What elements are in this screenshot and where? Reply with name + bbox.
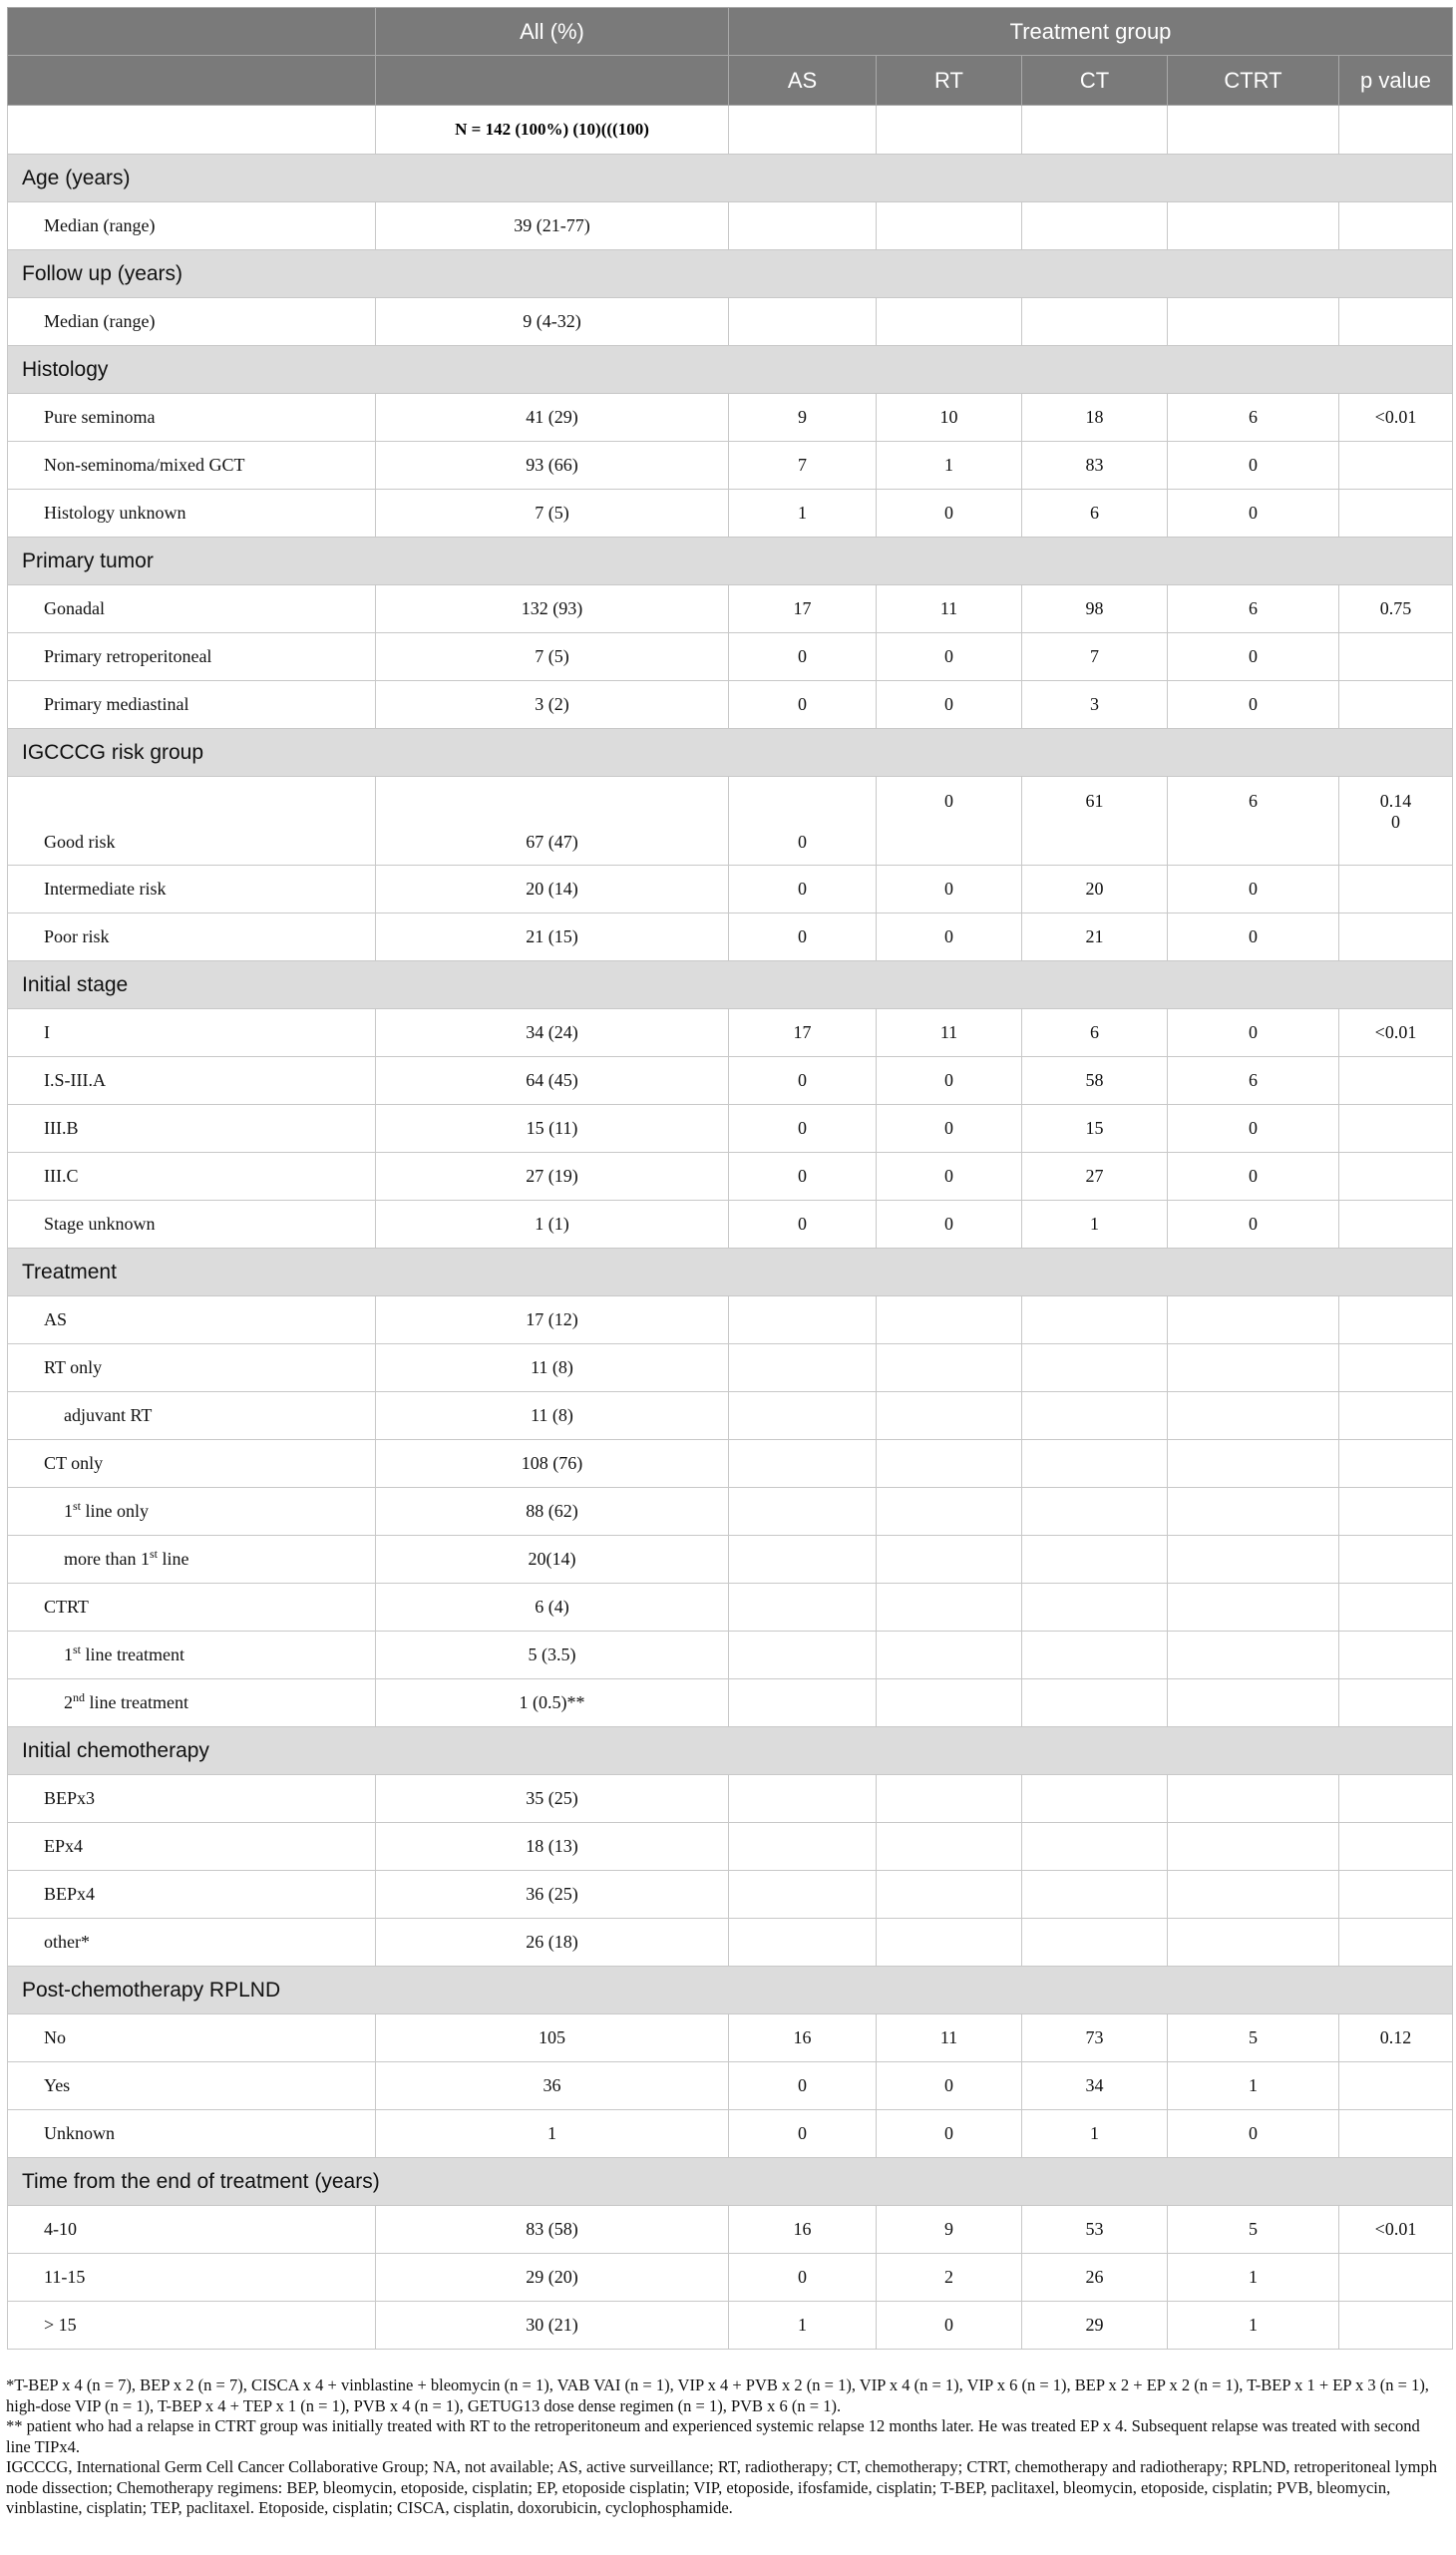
cell-p bbox=[1339, 1105, 1453, 1153]
row-label: No bbox=[8, 2014, 376, 2062]
table-row bbox=[8, 2110, 1453, 2158]
cell-all: 18 (13) bbox=[376, 1823, 729, 1871]
p-value-line-1: 0.14 bbox=[1379, 791, 1412, 811]
cell-all: 29 (20) bbox=[376, 2254, 729, 2302]
row-label: Intermediate risk bbox=[8, 866, 376, 913]
header-blank-3 bbox=[376, 56, 729, 106]
row-label: Unknown bbox=[8, 2110, 376, 2158]
cell-ctrt: 0 bbox=[1168, 490, 1339, 538]
cell-ct: 83 bbox=[1022, 442, 1168, 490]
footnote-abbreviations: IGCCCG, International Germ Cell Cancer Collaborative Group; NA, not available; AS, active surveillance; RT, radiotherapy; CT, chemotherapy; CTRT, chemotherapy and radiotherapy; RPLND, retroperitoneal lymph node dissection; Chemotherapy regimens: BEP, bleomycin, etoposide, cisplatin; EP, etoposide cisplatin; VIP, etoposide, ifosfamide, cisplatin; T-BEP, paclitaxel, bleomycin, etoposide, cisplatin; PVB, bleomycin, vinblastine, cisplatin; TEP, paclitaxel. Etoposide, cisplatin; CISCA, cisplatin, doxorubicin, cyclophosphamide. bbox=[6, 2457, 1437, 2517]
table-row bbox=[8, 777, 1453, 866]
cell-ctrt bbox=[1168, 202, 1339, 250]
cell-as: 9 bbox=[729, 394, 877, 442]
cell-all: 5 (3.5) bbox=[376, 1632, 729, 1679]
row-label: Histology unknown bbox=[8, 490, 376, 538]
cell-all: 67 (47) bbox=[376, 777, 729, 866]
cell-as: 0 bbox=[729, 633, 877, 681]
cell-all: 7 (5) bbox=[376, 633, 729, 681]
row-label: I.S-III.A bbox=[8, 1057, 376, 1105]
table-row bbox=[8, 2014, 1453, 2062]
cell-rt: 0 bbox=[877, 2062, 1022, 2110]
table-row bbox=[8, 394, 1453, 442]
cell-ctrt: 0 bbox=[1168, 681, 1339, 729]
row-label: adjuvant RT bbox=[8, 1392, 376, 1440]
row-label: 1st line treatment bbox=[8, 1632, 376, 1679]
table-row bbox=[8, 1392, 1453, 1440]
header-blank-2 bbox=[8, 56, 376, 106]
table-row bbox=[8, 1105, 1453, 1153]
cell-ctrt: 0 bbox=[1168, 2110, 1339, 2158]
section-initial-stage bbox=[8, 961, 1453, 1009]
row-label: Stage unknown bbox=[8, 1201, 376, 1249]
section-title: Histology bbox=[8, 346, 1453, 394]
row-label: 2nd line treatment bbox=[8, 1679, 376, 1727]
cell-ct: 3 bbox=[1022, 681, 1168, 729]
cell-as: 1 bbox=[729, 2302, 877, 2350]
header-treatment-group: Treatment group bbox=[729, 8, 1453, 56]
row-label: Yes bbox=[8, 2062, 376, 2110]
cell-p bbox=[1339, 633, 1453, 681]
section-treatment bbox=[8, 1249, 1453, 1296]
cell-ct: 58 bbox=[1022, 1057, 1168, 1105]
n-total: N = 142 (100%) (10)(((100) bbox=[376, 106, 729, 155]
row-label: Poor risk bbox=[8, 913, 376, 961]
row-label: I bbox=[8, 1009, 376, 1057]
cell-p bbox=[1339, 2302, 1453, 2350]
cell-as: 17 bbox=[729, 585, 877, 633]
row-label: 4-10 bbox=[8, 2206, 376, 2254]
cell-all: 88 (62) bbox=[376, 1488, 729, 1536]
cell-p bbox=[1339, 298, 1453, 346]
cell-p: <0.01 bbox=[1339, 2206, 1453, 2254]
cell-ctrt: 0 bbox=[1168, 1105, 1339, 1153]
cell-ct: 29 bbox=[1022, 2302, 1168, 2350]
cell-all: 64 (45) bbox=[376, 1057, 729, 1105]
section-primary-tumor bbox=[8, 538, 1453, 585]
cell-rt: 11 bbox=[877, 1009, 1022, 1057]
cell-as: 0 bbox=[729, 777, 877, 866]
cell-all: 20(14) bbox=[376, 1536, 729, 1584]
cell-rt: 2 bbox=[877, 2254, 1022, 2302]
cell-rt: 0 bbox=[877, 1105, 1022, 1153]
cell-rt: 11 bbox=[877, 2014, 1022, 2062]
row-label: more than 1st line bbox=[8, 1536, 376, 1584]
cell-all: 26 (18) bbox=[376, 1919, 729, 1967]
table-row bbox=[8, 585, 1453, 633]
table-row bbox=[8, 1344, 1453, 1392]
cell-rt: 10 bbox=[877, 394, 1022, 442]
table-row bbox=[8, 1632, 1453, 1679]
section-title: Primary tumor bbox=[8, 538, 1453, 585]
cell-as: 0 bbox=[729, 913, 877, 961]
header-ct: CT bbox=[1022, 56, 1168, 106]
row-label: > 15 bbox=[8, 2302, 376, 2350]
cell-all: 7 (5) bbox=[376, 490, 729, 538]
cell-rt: 0 bbox=[877, 1057, 1022, 1105]
cell-rt: 1 bbox=[877, 442, 1022, 490]
cell-ctrt: 0 bbox=[1168, 866, 1339, 913]
section-title: Initial stage bbox=[8, 961, 1453, 1009]
table-row bbox=[8, 2206, 1453, 2254]
table-row bbox=[8, 490, 1453, 538]
cell-ctrt: 6 bbox=[1168, 394, 1339, 442]
cell-ctrt bbox=[1168, 298, 1339, 346]
row-label: Primary retroperitoneal bbox=[8, 633, 376, 681]
cell-ct: 1 bbox=[1022, 2110, 1168, 2158]
cell-all: 39 (21-77) bbox=[376, 202, 729, 250]
cell-rt: 0 bbox=[877, 681, 1022, 729]
table-row bbox=[8, 1775, 1453, 1823]
cell-as: 17 bbox=[729, 1009, 877, 1057]
cell-ct: 61 bbox=[1022, 777, 1168, 866]
row-label: BEPx4 bbox=[8, 1871, 376, 1919]
characteristics-table bbox=[7, 7, 1453, 2350]
cell-all: 1 (0.5)** bbox=[376, 1679, 729, 1727]
row-label: 11-15 bbox=[8, 2254, 376, 2302]
cell-p: <0.01 bbox=[1339, 1009, 1453, 1057]
cell-ctrt: 0 bbox=[1168, 1201, 1339, 1249]
table-row bbox=[8, 681, 1453, 729]
cell-rt: 9 bbox=[877, 2206, 1022, 2254]
table-row bbox=[8, 633, 1453, 681]
cell-as: 0 bbox=[729, 1153, 877, 1201]
section-followup bbox=[8, 250, 1453, 298]
section-title: Initial chemotherapy bbox=[8, 1727, 1453, 1775]
section-title: Post-chemotherapy RPLND bbox=[8, 1967, 1453, 2014]
cell-all: 30 (21) bbox=[376, 2302, 729, 2350]
cell-ctrt: 1 bbox=[1168, 2062, 1339, 2110]
table-row bbox=[8, 1440, 1453, 1488]
cell-ctrt: 5 bbox=[1168, 2206, 1339, 2254]
cell-all: 15 (11) bbox=[376, 1105, 729, 1153]
cell-rt: 11 bbox=[877, 585, 1022, 633]
cell-ctrt: 6 bbox=[1168, 777, 1339, 866]
cell-p bbox=[1339, 202, 1453, 250]
cell-all: 41 (29) bbox=[376, 394, 729, 442]
cell-all: 1 bbox=[376, 2110, 729, 2158]
cell-as: 0 bbox=[729, 2110, 877, 2158]
cell-p bbox=[1339, 1057, 1453, 1105]
cell-as: 0 bbox=[729, 681, 877, 729]
row-label: BEPx3 bbox=[8, 1775, 376, 1823]
section-igcccg bbox=[8, 729, 1453, 777]
cell-as bbox=[729, 298, 877, 346]
cell-ct: 7 bbox=[1022, 633, 1168, 681]
row-label: CT only bbox=[8, 1440, 376, 1488]
cell-ct bbox=[1022, 298, 1168, 346]
header-ctrt: CTRT bbox=[1168, 56, 1339, 106]
table-row bbox=[8, 1919, 1453, 1967]
cell-rt: 0 bbox=[877, 633, 1022, 681]
n-row bbox=[8, 106, 1453, 155]
section-histology bbox=[8, 346, 1453, 394]
cell-ctrt: 0 bbox=[1168, 1153, 1339, 1201]
table-row bbox=[8, 1201, 1453, 1249]
cell-all: 27 (19) bbox=[376, 1153, 729, 1201]
cell-p: <0.01 bbox=[1339, 394, 1453, 442]
cell-p: 0.75 bbox=[1339, 585, 1453, 633]
table-row bbox=[8, 442, 1453, 490]
table-row bbox=[8, 2062, 1453, 2110]
cell-all: 108 (76) bbox=[376, 1440, 729, 1488]
cell-p bbox=[1339, 490, 1453, 538]
cell-as: 16 bbox=[729, 2206, 877, 2254]
row-label: Good risk bbox=[8, 777, 376, 866]
cell-all: 36 (25) bbox=[376, 1871, 729, 1919]
table-row bbox=[8, 1057, 1453, 1105]
table-row bbox=[8, 866, 1453, 913]
cell-as: 0 bbox=[729, 2062, 877, 2110]
cell-all: 1 (1) bbox=[376, 1201, 729, 1249]
cell-ctrt: 0 bbox=[1168, 442, 1339, 490]
cell-ctrt: 0 bbox=[1168, 1009, 1339, 1057]
cell-rt bbox=[877, 298, 1022, 346]
table-row bbox=[8, 1584, 1453, 1632]
cell-all: 83 (58) bbox=[376, 2206, 729, 2254]
cell-rt: 0 bbox=[877, 777, 1022, 866]
row-label: Pure seminoma bbox=[8, 394, 376, 442]
cell-ct: 6 bbox=[1022, 490, 1168, 538]
table-row bbox=[8, 1153, 1453, 1201]
cell-p bbox=[1339, 866, 1453, 913]
row-label: RT only bbox=[8, 1344, 376, 1392]
cell-ct: 27 bbox=[1022, 1153, 1168, 1201]
cell-as: 0 bbox=[729, 1105, 877, 1153]
cell-all: 132 (93) bbox=[376, 585, 729, 633]
cell-ct: 1 bbox=[1022, 1201, 1168, 1249]
section-title: Age (years) bbox=[8, 155, 1453, 202]
row-label: AS bbox=[8, 1296, 376, 1344]
cell-all: 9 (4-32) bbox=[376, 298, 729, 346]
cell-ctrt: 1 bbox=[1168, 2254, 1339, 2302]
row-label: Median (range) bbox=[8, 202, 376, 250]
section-rplnd bbox=[8, 1967, 1453, 2014]
table-row bbox=[8, 1823, 1453, 1871]
cell-rt: 0 bbox=[877, 490, 1022, 538]
cell-p: 0.12 bbox=[1339, 2014, 1453, 2062]
cell-as: 1 bbox=[729, 490, 877, 538]
cell-ct: 73 bbox=[1022, 2014, 1168, 2062]
row-label: Primary mediastinal bbox=[8, 681, 376, 729]
cell-as: 0 bbox=[729, 2254, 877, 2302]
characteristics-table-container bbox=[7, 7, 1452, 2350]
cell-ct: 34 bbox=[1022, 2062, 1168, 2110]
cell-as: 0 bbox=[729, 1201, 877, 1249]
cell-ct: 21 bbox=[1022, 913, 1168, 961]
section-initial-chemotherapy bbox=[8, 1727, 1453, 1775]
section-title: Time from the end of treatment (years) bbox=[8, 2158, 1453, 2206]
cell-ct: 20 bbox=[1022, 866, 1168, 913]
cell-rt: 0 bbox=[877, 1201, 1022, 1249]
row-label: Non-seminoma/mixed GCT bbox=[8, 442, 376, 490]
cell-ct bbox=[1022, 202, 1168, 250]
table-row bbox=[8, 1009, 1453, 1057]
table-row bbox=[8, 1488, 1453, 1536]
cell-all: 11 (8) bbox=[376, 1344, 729, 1392]
cell-p bbox=[1339, 442, 1453, 490]
p-value-line-2: 0 bbox=[1391, 812, 1400, 832]
cell-all: 36 bbox=[376, 2062, 729, 2110]
row-label: III.B bbox=[8, 1105, 376, 1153]
cell-ct: 15 bbox=[1022, 1105, 1168, 1153]
cell-ctrt: 6 bbox=[1168, 1057, 1339, 1105]
header-as: AS bbox=[729, 56, 877, 106]
table-row bbox=[8, 2302, 1453, 2350]
cell-ctrt: 5 bbox=[1168, 2014, 1339, 2062]
cell-p bbox=[1339, 2062, 1453, 2110]
cell-rt: 0 bbox=[877, 1153, 1022, 1201]
cell-ctrt: 1 bbox=[1168, 2302, 1339, 2350]
table-row bbox=[8, 1679, 1453, 1727]
row-label: III.C bbox=[8, 1153, 376, 1201]
table-row bbox=[8, 1871, 1453, 1919]
cell-rt: 0 bbox=[877, 913, 1022, 961]
header-rt: RT bbox=[877, 56, 1022, 106]
cell-all: 17 (12) bbox=[376, 1296, 729, 1344]
footnote-ctrt-relapse: ** patient who had a relapse in CTRT group was initially treated with RT to the retroperitoneum and experienced systemic relapse 12 months later. He was treated EP x 4. Subsequent relapse was treated with second line TIPx4. bbox=[6, 2416, 1420, 2456]
footnote-other-regimens: *T-BEP x 4 (n = 7), BEP x 2 (n = 7), CISCA x 4 + vinblastine + bleomycin (n = 1), VAB VAI (n = 1), VIP x 4 + PVB x 2 (n = 1), VIP x 4 (n = 1), VIP x 6 (n = 1), BEP x 2 + EP x 2 (n = 1), T-BEP x 1 + EP x 3 (n = 1), high-dose VIP (n = 1), T-BEP x 4 + TEP x 1 (n = 1), PVB x 4 (n = 1), GETUG13 dose dense regimen (n = 1), PVB x 6 (n = 1). bbox=[6, 2375, 1429, 2415]
row-label: 1st line only bbox=[8, 1488, 376, 1536]
section-title: IGCCCG risk group bbox=[8, 729, 1453, 777]
cell-ctrt: 0 bbox=[1168, 633, 1339, 681]
row-label: EPx4 bbox=[8, 1823, 376, 1871]
row-label: Gonadal bbox=[8, 585, 376, 633]
cell-p bbox=[1339, 1153, 1453, 1201]
cell-all: 93 (66) bbox=[376, 442, 729, 490]
header-row-2 bbox=[8, 56, 1453, 106]
cell-p bbox=[1339, 681, 1453, 729]
cell-rt: 0 bbox=[877, 2110, 1022, 2158]
section-age bbox=[8, 155, 1453, 202]
table-row bbox=[8, 298, 1453, 346]
table-row bbox=[8, 1536, 1453, 1584]
cell-ct: 6 bbox=[1022, 1009, 1168, 1057]
cell-all: 20 (14) bbox=[376, 866, 729, 913]
cell-all: 105 bbox=[376, 2014, 729, 2062]
cell-p bbox=[1339, 1201, 1453, 1249]
cell-rt bbox=[877, 202, 1022, 250]
cell-ctrt: 0 bbox=[1168, 913, 1339, 961]
cell-as bbox=[729, 202, 877, 250]
cell-p bbox=[1339, 2110, 1453, 2158]
cell-as: 0 bbox=[729, 866, 877, 913]
row-label: CTRT bbox=[8, 1584, 376, 1632]
cell-as: 7 bbox=[729, 442, 877, 490]
cell-ct: 18 bbox=[1022, 394, 1168, 442]
cell-p bbox=[1339, 913, 1453, 961]
cell-as: 0 bbox=[729, 1057, 877, 1105]
cell-ctrt: 6 bbox=[1168, 585, 1339, 633]
cell-as: 16 bbox=[729, 2014, 877, 2062]
cell-rt: 0 bbox=[877, 2302, 1022, 2350]
cell-all: 11 (8) bbox=[376, 1392, 729, 1440]
table-footnotes bbox=[6, 2375, 1448, 2519]
cell-all: 35 (25) bbox=[376, 1775, 729, 1823]
cell-ct: 26 bbox=[1022, 2254, 1168, 2302]
row-label: other* bbox=[8, 1919, 376, 1967]
header-p-value: p value bbox=[1339, 56, 1453, 106]
cell-all: 34 (24) bbox=[376, 1009, 729, 1057]
header-row-1 bbox=[8, 8, 1453, 56]
table-row bbox=[8, 913, 1453, 961]
cell-p bbox=[1339, 777, 1453, 866]
cell-all: 21 (15) bbox=[376, 913, 729, 961]
section-time-from-end bbox=[8, 2158, 1453, 2206]
cell-all: 6 (4) bbox=[376, 1584, 729, 1632]
cell-all: 3 (2) bbox=[376, 681, 729, 729]
cell-ct: 53 bbox=[1022, 2206, 1168, 2254]
section-title: Follow up (years) bbox=[8, 250, 1453, 298]
cell-ct: 98 bbox=[1022, 585, 1168, 633]
header-all: All (%) bbox=[376, 8, 729, 56]
table-row bbox=[8, 1296, 1453, 1344]
cell-rt: 0 bbox=[877, 866, 1022, 913]
table-row bbox=[8, 202, 1453, 250]
table-row bbox=[8, 2254, 1453, 2302]
header-blank bbox=[8, 8, 376, 56]
row-label: Median (range) bbox=[8, 298, 376, 346]
cell-p bbox=[1339, 2254, 1453, 2302]
section-title: Treatment bbox=[8, 1249, 1453, 1296]
